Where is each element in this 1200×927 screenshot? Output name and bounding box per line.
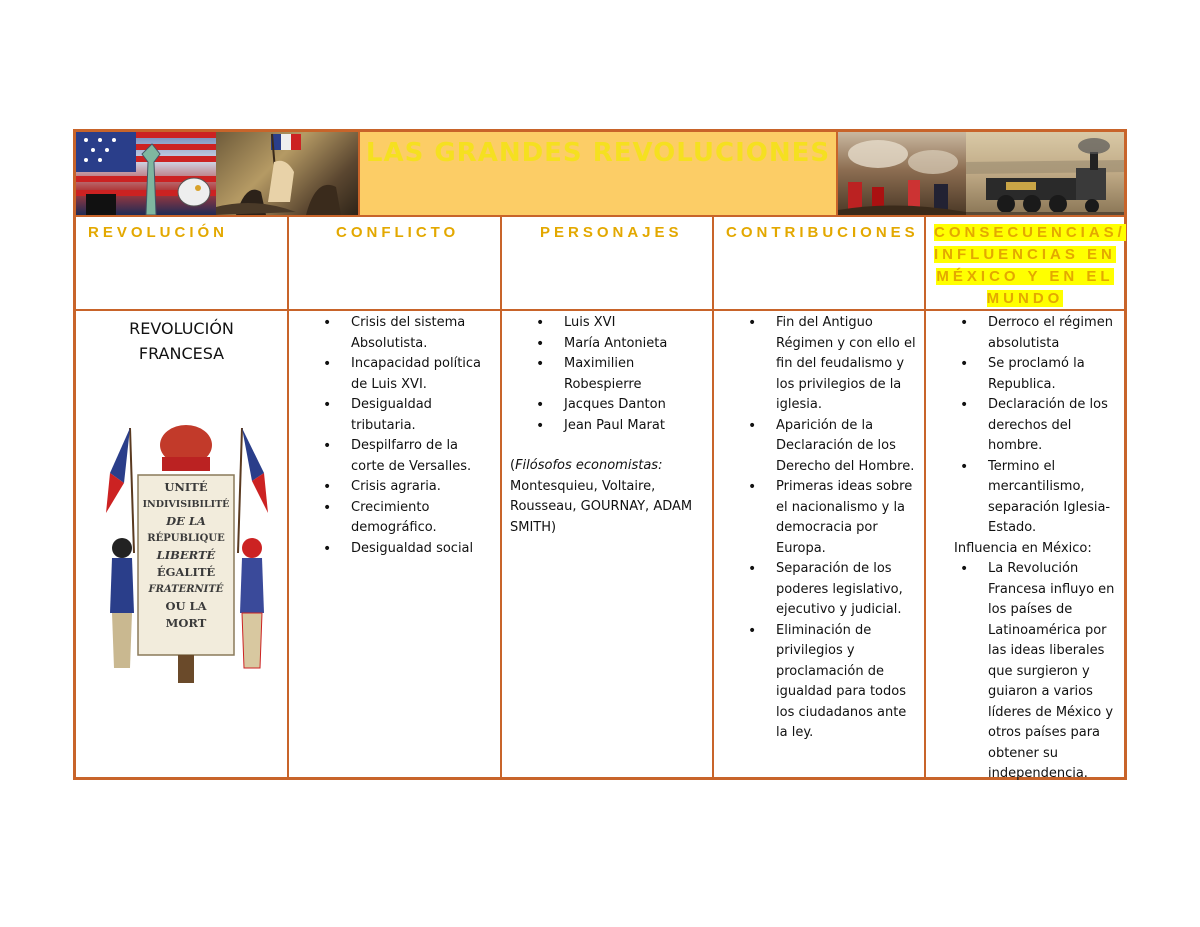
- revolution-name-line1: REVOLUCIÓN: [129, 319, 234, 338]
- poster-line: UNITÉ: [164, 480, 208, 494]
- battle-scene-image: [838, 132, 966, 215]
- list-item: • Desigualdad social: [289, 539, 500, 560]
- list-item: • Eliminación de privilegios y proclamación de igualdad para todos los ciudadanos ante la ley.: [714, 621, 924, 744]
- list-item: • Maximilien Robespierre: [502, 354, 712, 395]
- list-item: • Jacques Danton: [502, 395, 712, 416]
- list-item: • Jean Paul Marat: [502, 416, 712, 437]
- list-item: • Incapacidad política de Luis XVI.: [289, 354, 500, 395]
- list-item: • Crisis del sistema Absolutista.: [289, 313, 500, 354]
- header-line: MÉXICO Y EN EL: [936, 268, 1114, 285]
- title-box: [358, 132, 838, 215]
- list-item: • La Revolución Francesa influyo en los países de Latinoamérica por las ideas liberales que surgieron y guiaron a varios líderes de México y otros países para obtener su independencia.: [926, 559, 1124, 785]
- list-item: • Crecimiento demográfico.: [289, 498, 500, 539]
- header-line: CONSECUENCIAS/: [934, 224, 1126, 241]
- filosofos-label: Filósofos economistas:: [515, 458, 663, 473]
- conflicto-list: [289, 313, 500, 559]
- poster-text: [140, 479, 232, 632]
- list-item: • Declaración de los derechos del hombre.: [926, 395, 1124, 457]
- column-consecuencias: [926, 217, 1126, 781]
- header-cell: [289, 217, 500, 311]
- poster-line: RÉPUBLIQUE: [147, 533, 225, 544]
- liberty-leading-image: [216, 132, 358, 215]
- list-item: • Aparición de la Declaración de los Derecho del Hombre.: [714, 416, 924, 478]
- contribuciones-list: [714, 313, 924, 744]
- poster-line: FRATERNITÉ: [148, 584, 224, 595]
- poster-line: ÉGALITÉ: [156, 565, 216, 579]
- column-conflicto: [289, 217, 502, 777]
- header-revolucion: REVOLUCIÓN: [88, 224, 229, 241]
- header-personajes: PERSONAJES: [540, 224, 683, 241]
- header-cell: [714, 217, 924, 311]
- list-item: • Se proclamó la Republica.: [926, 354, 1124, 395]
- revolution-name-line2: FRANCESA: [138, 344, 225, 363]
- poster-line: OU LA: [165, 599, 207, 613]
- consecuencias-list: [926, 313, 1124, 539]
- filosofos-paragraph: (Filósofos economistas: Montesquieu, Voltaire, Rousseau, GOURNAY, ADAM SMITH): [510, 458, 693, 535]
- list-item: • Termino el mercantilismo, separación Iglesia-Estado.: [926, 457, 1124, 539]
- list-item: • Desigualdad tributaria.: [289, 395, 500, 436]
- poster-line: INDIVISIBILITÉ: [142, 499, 230, 510]
- personajes-list: [502, 313, 712, 436]
- liberty-flags-image: [76, 132, 216, 215]
- list-item: • Separación de los poderes legislativo, ejecutivo y judicial.: [714, 559, 924, 621]
- banner: [76, 132, 1124, 217]
- locomotive-image: [966, 132, 1124, 215]
- header-cell: [502, 217, 712, 311]
- list-item: • Despilfarro de la corte de Versalles.: [289, 436, 500, 477]
- header-contribuciones: CONTRIBUCIONES: [726, 224, 919, 241]
- table-grid: [76, 217, 1126, 781]
- column-contribuciones: [714, 217, 926, 777]
- filosofos-names: Montesquieu, Voltaire, Rousseau, GOURNAY, ADAM SMITH): [510, 478, 693, 535]
- header-line: MUNDO: [986, 290, 1064, 307]
- column-personajes: [502, 217, 714, 777]
- poster-line: MORT: [165, 616, 207, 630]
- list-item: • Derroco el régimen absolutista: [926, 313, 1124, 354]
- list-item: • Primeras ideas sobre el nacionalismo y la democracia por Europa.: [714, 477, 924, 559]
- list-item: • Crisis agraria.: [289, 477, 500, 498]
- list-item: • María Antonieta: [502, 334, 712, 355]
- poster-line: DE LA: [166, 514, 206, 528]
- header-cell: [76, 217, 287, 311]
- column-revolucion: [76, 217, 289, 777]
- mexico-list: [926, 559, 1124, 785]
- page-title: LAS GRANDES REVOLUCIONES: [365, 138, 831, 168]
- revolution-poster-image: [102, 413, 272, 693]
- revolutions-table: [73, 129, 1127, 780]
- mexico-label: Influencia en México:: [954, 540, 1092, 556]
- poster-line: LIBERTÉ: [156, 548, 216, 562]
- header-line: INFLUENCIAS EN: [934, 246, 1116, 263]
- list-item: • Fin del Antiguo Régimen y con ello el fin del feudalismo y los privilegios de la iglesia.: [714, 313, 924, 416]
- header-conflicto: CONFLICTO: [336, 224, 460, 241]
- header-consecuencias: [926, 217, 1124, 310]
- list-item: • Luis XVI: [502, 313, 712, 334]
- revolution-name: [76, 316, 287, 366]
- header-cell: [926, 217, 1124, 311]
